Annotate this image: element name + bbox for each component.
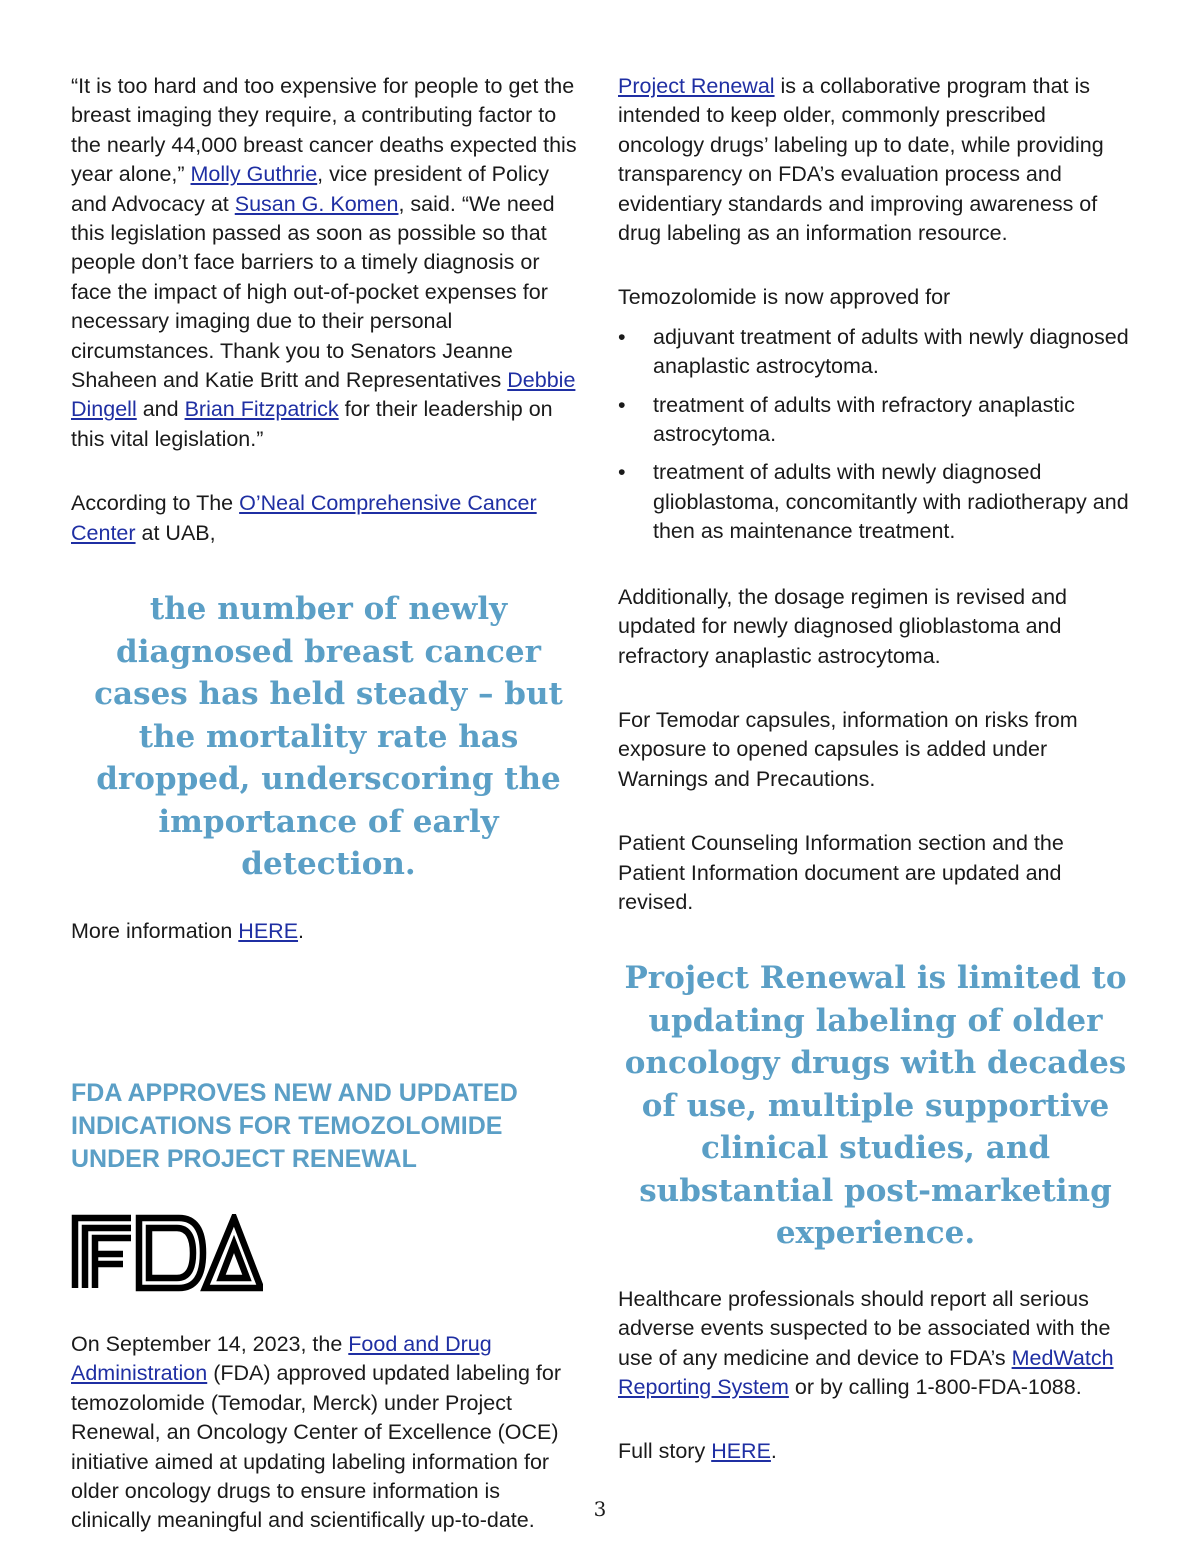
list-item: • treatment of adults with newly diagnosed glioblastoma, concomitantly with radiotherapy and then as maintenance treatment.	[618, 460, 1129, 544]
project-renewal-paragraph: Project Renewal is a collaborative program that is intended to keep older, commonly prescribed oncology drugs’ labeling up to date, while providing transparency on FDA’s evaluation process and evidentiary standards and improving awareness of drug labeling as an information resource.	[618, 74, 1104, 246]
fda-link[interactable]: Food and Drug Administration	[71, 1332, 492, 1386]
bullet-icon: •	[618, 392, 626, 417]
oneal-cancer-center-link[interactable]: O’Neal Comprehensive Cancer Center	[71, 491, 537, 545]
indication-list	[618, 323, 1133, 547]
full-story-paragraph: Full story HERE.	[618, 1439, 777, 1464]
brian-fitzpatrick-link[interactable]: Brian Fitzpatrick	[184, 397, 339, 422]
bullet-icon: •	[618, 460, 626, 485]
according-paragraph: According to The O’Neal Comprehensive Cancer Center at UAB,	[71, 491, 537, 545]
project-renewal-link[interactable]: Project Renewal	[618, 74, 775, 98]
counseling-paragraph: Patient Counseling Information section and the Patient Information document are updated and revised.	[618, 831, 1064, 914]
susan-g-komen-link[interactable]: Susan G. Komen	[234, 191, 399, 216]
debbie-dingell-link[interactable]: Debbie Dingell	[71, 368, 576, 422]
guthrie-quote-paragraph: “It is too hard and too expensive for people to get the breast imaging they require, a contributing factor to the nearly 44,000 breast cancer deaths expected this year alone,” Molly Guthrie, vice president of Policy and Advocacy at Susan G. Komen, said. “We need this legislation passed as soon as possible so that people don’t face barriers to a timely diagnosis or face the impact of high out-of-pocket expenses for necessary imaging due to their personal circumstances. Thank you to Senators Jeanne Shaheen and Katie Britt and Representatives Debbie Dingell and Brian Fitzpatrick for their leadership on this vital legislation.”	[71, 74, 577, 451]
bullet-icon: •	[618, 324, 626, 349]
right-column	[618, 72, 1133, 1467]
report-paragraph: Healthcare professionals should report all serious adverse events suspected to be associated with the use of any medicine and device to FDA’s MedWatch Reporting System or by calling 1-800-FDA-1088.	[618, 1286, 1114, 1400]
medwatch-link[interactable]: MedWatch Reporting System	[618, 1345, 1114, 1400]
left-column	[71, 72, 586, 1536]
section-heading-fda-approves: FDA APPROVES NEW AND UPDATED INDICATIONS FOR TEMOZOLOMIDE UNDER PROJECT RENEWAL	[71, 1079, 518, 1173]
more-information-paragraph: More information HERE.	[71, 918, 305, 943]
pull-quote-project-renewal: Project Renewal is limited to updating labeling of older oncology drugs with decades of use, multiple supportive clinical studies, and substantial post-marketing experience.	[624, 960, 1127, 1252]
temodar-paragraph: For Temodar capsules, information on risks from exposure to opened capsules is added under Warnings and Precautions.	[618, 707, 1078, 791]
pull-quote-mortality: the number of newly diagnosed breast cancer cases has held steady – but the mortality rate has dropped, underscoring the importance of early detection.	[94, 591, 563, 883]
list-item: • adjuvant treatment of adults with newly diagnosed anaplastic astrocytoma.	[618, 324, 1129, 379]
list-item: • treatment of adults with refractory anaplastic astrocytoma.	[618, 392, 1075, 447]
molly-guthrie-link[interactable]: Molly Guthrie	[190, 162, 318, 187]
more-information-link[interactable]: HERE	[238, 918, 299, 943]
approval-paragraph: On September 14, 2023, the Food and Drug Administration (FDA) approved updated labeling for temozolomide (Temodar, Merck) under Project Renewal, an Oncology Center of Excellence (OCE) initiative aimed at updating labeling information for older oncology drugs to ensure information is clinically meaningful and scientifically up-to-date.	[71, 1332, 561, 1533]
fda-logo	[71, 1214, 263, 1292]
dosage-paragraph: Additionally, the dosage regimen is revised and updated for newly diagnosed glioblastoma and refractory anaplastic astrocytoma.	[618, 584, 1067, 668]
full-story-link[interactable]: HERE	[711, 1439, 771, 1464]
page-number: 3	[593, 1497, 607, 1521]
approved-intro: Temozolomide is now approved for	[618, 285, 951, 310]
